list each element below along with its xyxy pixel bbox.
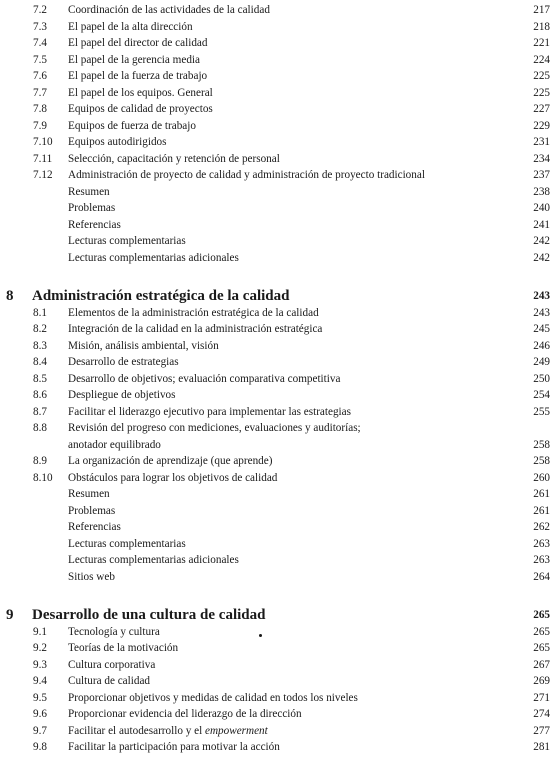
toc-entry-row	[0, 52, 557, 68]
toc-entry-title-text: Referencias	[68, 218, 121, 231]
toc-entry-title	[68, 19, 193, 35]
toc-entry-row	[0, 519, 557, 535]
toc-entry-number: 8.2	[33, 323, 47, 335]
toc-entry-page-number: 227	[533, 103, 550, 115]
toc-entry-title-text: Obstáculos para lograr los objetivos de calidad	[68, 471, 278, 484]
toc-entry-row	[0, 470, 557, 486]
toc-entry-page-number: 264	[533, 570, 550, 583]
toc-entry-page-number: 234	[533, 152, 550, 165]
toc-entry-page-number: 262	[533, 521, 550, 533]
toc-entry-number: 9.2	[33, 642, 47, 654]
toc-entry-title-text: Resumen	[68, 185, 110, 198]
toc-entry-row	[0, 404, 557, 420]
toc-entry-title-text: Desarrollo de una cultura de calidad	[32, 607, 266, 623]
toc-entry-page-number: 263	[533, 554, 550, 566]
toc-entry-page-number: 274	[533, 708, 550, 720]
toc-entry-title	[68, 305, 319, 321]
toc-entry-page-number: 217	[533, 4, 550, 16]
toc-entry-title-emphasis: empowerment	[205, 724, 268, 737]
toc-entry-number: 7.11	[33, 152, 53, 165]
toc-entry-title	[68, 569, 115, 585]
toc-entry-page-number: 255	[533, 405, 550, 418]
toc-entry-row	[0, 305, 557, 321]
toc-entry-number: 7.5	[33, 53, 47, 66]
toc-entry-page-number: 225	[533, 86, 550, 99]
toc-entry-page-number: 281	[533, 741, 550, 753]
toc-entry-row	[0, 338, 557, 354]
toc-entry-number: 8.1	[33, 306, 47, 319]
toc-entry-row	[0, 569, 557, 585]
toc-entry-row	[0, 250, 557, 266]
toc-entry-row	[0, 503, 557, 519]
toc-entry-page-number: 245	[533, 323, 550, 335]
toc-entry-title	[68, 706, 302, 722]
toc-entry-row	[0, 19, 557, 35]
toc-entry-title	[68, 167, 425, 183]
toc-entry-title	[68, 739, 280, 755]
toc-entry-title-text: Administración de proyecto de calidad y administración de proyecto tradicional	[68, 169, 425, 181]
toc-chapter-row	[0, 286, 557, 306]
toc-entry-title-text: Integración de la calidad en la administración estratégica	[68, 323, 323, 335]
toc-entry-title-text: Coordinación de las actividades de la calidad	[68, 4, 270, 16]
toc-entry-number: 9.1	[33, 625, 47, 638]
toc-entry-page-number: 229	[533, 119, 550, 132]
toc-entry-number: 8.9	[33, 455, 47, 467]
toc-entry-title-text: Misión, análisis ambiental, visión	[68, 339, 219, 352]
toc-entry-title	[68, 2, 270, 18]
toc-entry-page-number: 225	[533, 70, 550, 82]
toc-entry-title-text: Cultura corporativa	[68, 658, 156, 671]
toc-entry-page-number: 242	[533, 251, 550, 264]
toc-entry-title-text: Revisión del progreso con mediciones, evaluaciones y auditorías;	[68, 422, 361, 434]
toc-entry-page-number: 249	[533, 356, 550, 368]
toc-entry-title	[68, 387, 176, 403]
toc-entry-title-text: Problemas	[68, 504, 116, 517]
toc-entry-page-number: 269	[533, 675, 550, 687]
toc-entry-row	[0, 151, 557, 167]
toc-entry-title	[68, 552, 239, 568]
toc-entry-title-text: Tecnología y cultura	[68, 625, 160, 638]
toc-entry-title-text: anotador equilibrado	[68, 438, 161, 451]
toc-entry-title	[68, 35, 207, 51]
toc-entry-title-text: Lecturas complementarias adicionales	[68, 251, 239, 264]
toc-entry-row	[0, 134, 557, 150]
toc-entry-title	[68, 134, 167, 150]
toc-entry-number: 8.8	[33, 422, 47, 434]
toc-entry-title-text: El papel de los equipos. General	[68, 86, 213, 99]
toc-entry-number: 9.8	[33, 741, 47, 753]
toc-entry-row	[0, 640, 557, 656]
toc-entry-row	[0, 217, 557, 233]
toc-entry-page-number: 277	[533, 724, 550, 737]
toc-entry-title	[68, 657, 155, 673]
toc-entry-page-number: 238	[533, 185, 550, 198]
toc-entry-row	[0, 101, 557, 117]
toc-entry-title	[68, 486, 110, 502]
toc-entry-title	[68, 233, 186, 249]
toc-entry-page-number: 241	[533, 218, 550, 231]
toc-entry-row	[0, 437, 557, 453]
toc-entry-title	[68, 118, 196, 134]
toc-entry-title	[68, 404, 351, 420]
toc-entry-number: 7.12	[33, 169, 53, 181]
toc-entry-title-text: Equipos de calidad de proyectos	[68, 103, 213, 115]
toc-entry-title-text: Facilitar la participación para motivar la acción	[68, 741, 280, 753]
toc-entry-title	[68, 101, 213, 117]
toc-entry-title-text: Desarrollo de objetivos; evaluación comparativa competitiva	[68, 372, 341, 385]
toc-entry-title-text: El papel del director de calidad	[68, 37, 208, 49]
toc-entry-title-text: Administración estratégica de la calidad	[32, 288, 290, 304]
toc-entry-title	[68, 503, 115, 519]
toc-entry-number: 7.3	[33, 20, 47, 33]
toc-entry-title	[68, 52, 200, 68]
toc-entry-number: 7.8	[33, 103, 47, 115]
toc-entry-row	[0, 354, 557, 370]
toc-entry-page-number: 243	[533, 306, 550, 319]
toc-entry-number: 9.7	[33, 724, 47, 737]
toc-entry-page-number: 237	[533, 169, 550, 181]
toc-entry-title	[68, 437, 161, 453]
toc-entry-title-text: Proporcionar objetivos y medidas de calidad en todos los niveles	[68, 691, 358, 704]
toc-entry-title	[68, 624, 160, 640]
toc-entry-title-text: Problemas	[68, 202, 116, 214]
toc-entry-number: 8.4	[33, 356, 47, 368]
toc-entry-page-number: 224	[533, 53, 550, 66]
toc-entry-row	[0, 233, 557, 249]
toc-entry-title-text: Desarrollo de estrategias	[68, 356, 179, 368]
toc-entry-number: 7.2	[33, 4, 47, 16]
toc-entry-page-number: 250	[533, 372, 550, 385]
toc-entry-number: 7.9	[33, 119, 47, 132]
toc-entry-number: 9.5	[33, 691, 47, 704]
toc-entry-row	[0, 739, 557, 755]
toc-entry-title	[32, 605, 265, 625]
toc-entry-row	[0, 35, 557, 51]
toc-entry-title-text: Referencias	[68, 521, 121, 533]
toc-entry-row	[0, 321, 557, 337]
toc-entry-page-number: 258	[533, 438, 550, 451]
toc-entry-title-text: La organización de aprendizaje (que aprende)	[68, 455, 273, 467]
toc-entry-title	[68, 690, 358, 706]
toc-entry-page-number: 258	[533, 455, 550, 467]
toc-entry-number: 7.6	[33, 70, 47, 82]
stray-dot-mark	[259, 634, 262, 637]
toc-entry-number: 8.7	[33, 405, 47, 418]
toc-entry-page-number: 218	[533, 20, 550, 33]
toc-entry-row	[0, 200, 557, 216]
toc-entry-row	[0, 624, 557, 640]
toc-entry-title-text: Facilitar el autodesarrollo y el	[68, 724, 205, 737]
toc-entry-title	[68, 453, 272, 469]
toc-entry-title-text: Teorías de la motivación	[68, 642, 179, 654]
toc-entry-title	[68, 68, 207, 84]
toc-entry-number: 8.5	[33, 372, 47, 385]
toc-entry-title-text: Despliegue de objetivos	[68, 389, 176, 401]
toc-entry-title-text: El papel de la fuerza de trabajo	[68, 70, 208, 82]
toc-entry-row	[0, 167, 557, 183]
toc-entry-title	[68, 200, 115, 216]
toc-entry-row	[0, 2, 557, 18]
toc-entry-page-number: 267	[533, 658, 550, 671]
toc-entry-row	[0, 387, 557, 403]
toc-entry-row	[0, 552, 557, 568]
toc-entry-page-number: 254	[533, 389, 550, 401]
toc-entry-row	[0, 690, 557, 706]
toc-entry-title-text: Equipos de fuerza de trabajo	[68, 119, 196, 132]
toc-entry-number: 9.4	[33, 675, 47, 687]
toc-entry-row	[0, 371, 557, 387]
toc-entry-number: 7.4	[33, 37, 47, 49]
toc-entry-row	[0, 420, 557, 436]
toc-entry-title	[32, 286, 289, 306]
toc-entry-page-number: 231	[533, 136, 550, 148]
toc-entry-row	[0, 486, 557, 502]
toc-entry-row	[0, 723, 557, 739]
toc-entry-title	[68, 673, 150, 689]
toc-entry-row	[0, 184, 557, 200]
toc-entry-number: 8.6	[33, 389, 47, 401]
toc-entry-page-number: 265	[533, 609, 550, 621]
toc-entry-page-number: 221	[533, 37, 550, 49]
toc-entry-title-text: Elementos de la administración estratégica de la calidad	[68, 306, 319, 319]
toc-entry-title	[68, 470, 277, 486]
toc-entry-page-number: 240	[533, 202, 550, 214]
toc-entry-title-text: Lecturas complementarias	[68, 235, 186, 247]
toc-entry-row	[0, 673, 557, 689]
toc-entry-title-text: Lecturas complementarias adicionales	[68, 554, 239, 566]
toc-entry-title	[68, 151, 280, 167]
toc-entry-title	[68, 338, 219, 354]
toc-entry-title	[68, 184, 110, 200]
toc-entry-title	[68, 640, 178, 656]
toc-entry-title-text: El papel de la alta dirección	[68, 20, 193, 33]
toc-entry-page-number: 261	[533, 488, 550, 500]
toc-entry-title	[68, 371, 340, 387]
toc-entry-number: 8	[6, 288, 14, 304]
toc-chapter-row	[0, 605, 557, 625]
toc-entry-page-number: 246	[533, 339, 550, 352]
toc-entry-title	[68, 536, 186, 552]
toc-entry-title-text: Facilitar el liderazgo ejecutivo para implementar las estrategias	[68, 405, 351, 418]
toc-entry-page-number: 243	[533, 290, 550, 302]
toc-entry-title-text: Proporcionar evidencia del liderazgo de la dirección	[68, 708, 302, 720]
toc-entry-title-text: Lecturas complementarias	[68, 537, 186, 550]
toc-entry-page-number: 265	[533, 642, 550, 654]
toc-entry-row	[0, 118, 557, 134]
toc-entry-number: 9.6	[33, 708, 47, 720]
toc-entry-row	[0, 85, 557, 101]
toc-entry-number: 9	[6, 607, 14, 623]
toc-entry-title-text: Selección, capacitación y retención de personal	[68, 152, 280, 165]
toc-entry-number: 7.10	[33, 136, 53, 148]
toc-entry-page-number: 271	[533, 691, 550, 704]
toc-entry-title	[68, 723, 268, 739]
toc-entry-title	[68, 420, 361, 436]
toc-entry-title	[68, 519, 121, 535]
toc-entry-title-text: Sitios web	[68, 570, 115, 583]
toc-entry-page-number: 263	[533, 537, 550, 550]
toc-entry-row	[0, 657, 557, 673]
toc-entry-row	[0, 68, 557, 84]
toc-entry-title-text: Equipos autodirigidos	[68, 136, 167, 148]
toc-entry-number: 9.3	[33, 658, 47, 671]
toc-entry-row	[0, 453, 557, 469]
toc-entry-number: 8.3	[33, 339, 47, 352]
toc-entry-page-number: 260	[533, 471, 550, 484]
toc-entry-title	[68, 217, 121, 233]
toc-entry-row	[0, 536, 557, 552]
toc-entry-page-number: 265	[533, 625, 550, 638]
toc-entry-title-text: Cultura de calidad	[68, 675, 151, 687]
toc-entry-title-text: Resumen	[68, 488, 110, 500]
toc-entry-row	[0, 706, 557, 722]
toc-entry-page-number: 242	[533, 235, 550, 247]
toc-entry-number: 7.7	[33, 86, 47, 99]
toc-entry-title	[68, 85, 213, 101]
toc-entry-page-number: 261	[533, 504, 550, 517]
toc-entry-number: 8.10	[33, 471, 53, 484]
toc-entry-title	[68, 321, 322, 337]
toc-entry-title-text: El papel de la gerencia media	[68, 53, 201, 66]
toc-entry-title	[68, 250, 239, 266]
toc-entry-title	[68, 354, 179, 370]
